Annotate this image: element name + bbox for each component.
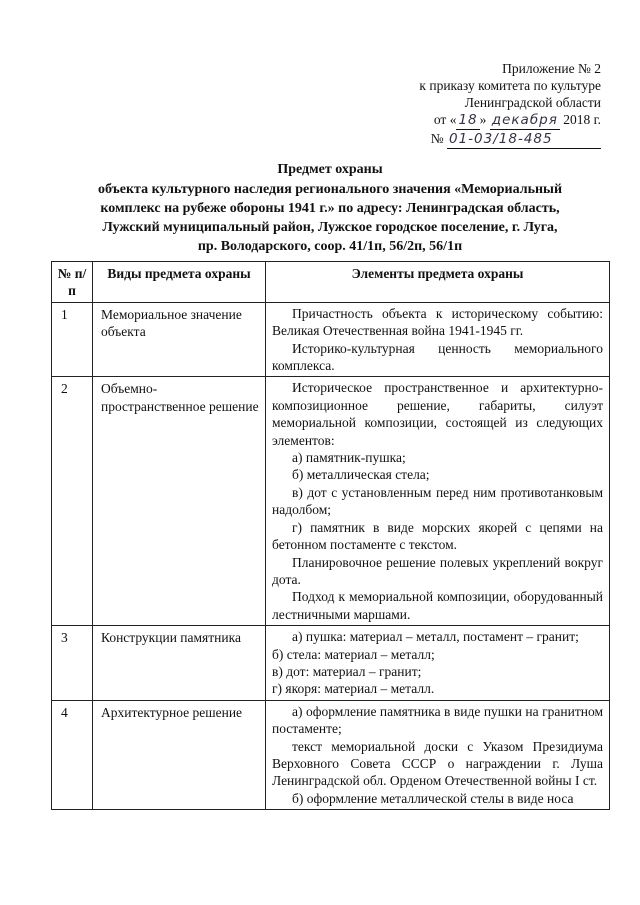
table-row bbox=[52, 377, 610, 626]
element-text: г) памятник в виде морских якорей с цепями на бетонном постаменте с текстом. bbox=[272, 519, 603, 553]
row-elements bbox=[266, 377, 610, 626]
date-year: 2018 г. bbox=[563, 112, 601, 127]
element-text: б) оформление металлической стелы в виде носа bbox=[292, 790, 574, 806]
title-line-4: пр. Володарского, соор. 41/1п, 56/2п, 56/1п bbox=[197, 239, 463, 254]
appendix-block bbox=[361, 60, 601, 149]
row-kind: Мемориальное значение объекта bbox=[93, 302, 266, 377]
row-elements bbox=[266, 700, 610, 809]
row-elements bbox=[266, 626, 610, 701]
title-line-1: объекта культурного наследия регионального значения «Мемориальный bbox=[97, 182, 563, 197]
row-kind: Архитектурное решение bbox=[93, 700, 266, 809]
date-day: 18 bbox=[458, 112, 478, 128]
row-number: 1 bbox=[52, 302, 93, 377]
row-elements bbox=[266, 302, 610, 377]
protection-table bbox=[51, 261, 610, 810]
date-mid: » bbox=[479, 112, 487, 127]
element-text: в) дот с установленным перед ним противотанковым надолбом; bbox=[272, 484, 603, 518]
element-text: б) металлическая стела; bbox=[292, 467, 430, 483]
header-kind: Виды предмета охраны bbox=[93, 262, 266, 303]
title-line-2: комплекс на рубеже обороны 1941 г.» по адресу: Ленинградская область, bbox=[100, 201, 560, 216]
element-text: в) дот: материал – гранит; bbox=[272, 663, 422, 679]
number-label: № bbox=[430, 131, 444, 146]
row-number: 2 bbox=[52, 377, 93, 626]
appendix-line-2: к приказу комитета по культуре bbox=[419, 78, 601, 93]
header-number: № п/п bbox=[52, 262, 93, 303]
table-row bbox=[52, 626, 610, 701]
appendix-line-3: Ленинградской области bbox=[464, 95, 601, 110]
element-text: текст мемориальной доски с Указом Президиума Верховного Совета СССР о награждении г. Луша Ленинградской обл. Орденом Отечественной войны I ст. bbox=[272, 738, 603, 789]
element-text: а) пушка: материал – металл, постамент – гранит; bbox=[292, 629, 579, 645]
table-row bbox=[52, 700, 610, 809]
appendix-number bbox=[361, 130, 601, 149]
element-text: г) якоря: материал – металл. bbox=[272, 681, 435, 697]
element-text: б) стела: материал – металл; bbox=[272, 646, 435, 662]
appendix-date bbox=[361, 111, 601, 130]
element-text: а) оформление памятника в виде пушки на гранитном постаменте; bbox=[272, 703, 603, 737]
title-line-3: Лужский муниципальный район, Лужское городское поселение, г. Луга, bbox=[102, 220, 558, 235]
element-text: а) памятник-пушка; bbox=[292, 450, 406, 466]
row-kind: Объемно-пространственное решение bbox=[93, 377, 266, 626]
element-text: Планировочное решение полевых укреплений вокруг дота. bbox=[272, 554, 603, 587]
element-text: Подход к мемориальной композиции, оборудованный лестничными маршами. bbox=[272, 589, 603, 622]
date-prefix: от « bbox=[433, 112, 457, 127]
element-text: Историко-культурная ценность мемориального комплекса. bbox=[272, 340, 603, 374]
element-text: Историческое пространственное и архитектурно-композиционное решение, габариты, силуэт мемориальной композиции, состоящей из следующих элементов: bbox=[272, 380, 603, 448]
header-elements: Элементы предмета охраны bbox=[266, 262, 610, 303]
element-text: Причастность объекта к историческому событию: Великая Отечественная война 1941-1945 гг. bbox=[272, 305, 603, 339]
row-number: 4 bbox=[52, 700, 93, 809]
number-value: 01-03/18-485 bbox=[447, 131, 601, 149]
title-heading: Предмет охраны bbox=[277, 162, 383, 177]
row-kind: Конструкции памятника bbox=[93, 626, 266, 701]
appendix-line-1: Приложение № 2 bbox=[502, 61, 601, 76]
document-title bbox=[60, 160, 600, 256]
table-row bbox=[52, 302, 610, 377]
row-number: 3 bbox=[52, 626, 93, 701]
table-header-row bbox=[52, 262, 610, 303]
date-month: декабря bbox=[491, 112, 558, 128]
